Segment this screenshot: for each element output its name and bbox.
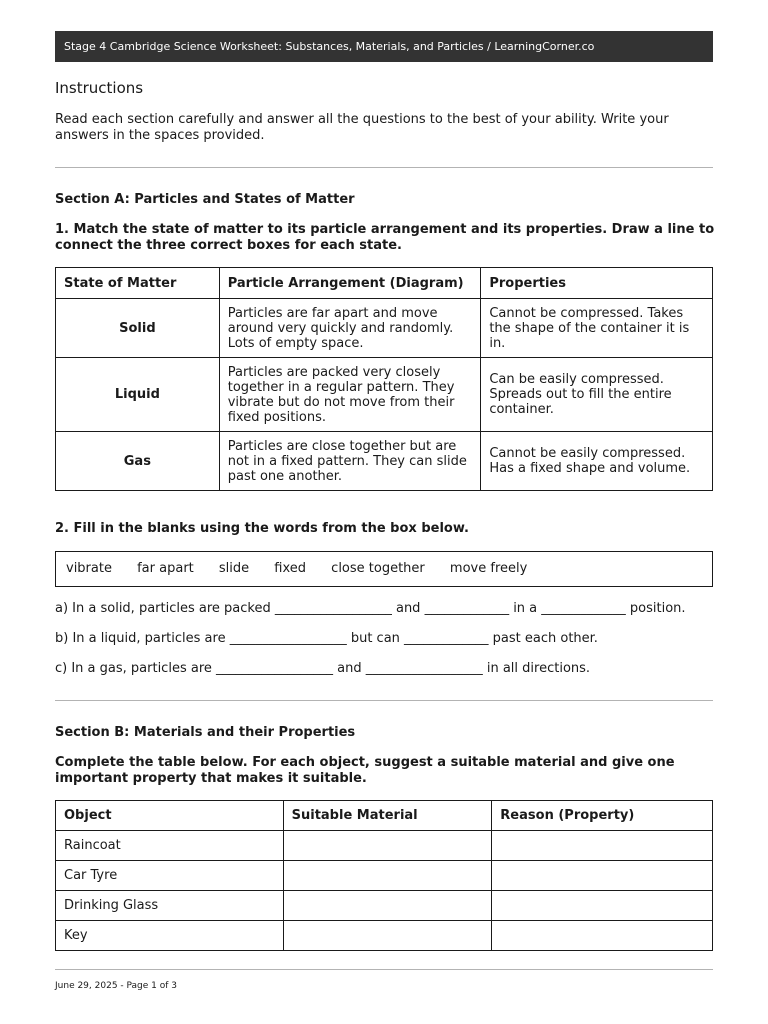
col-header: Particle Arrangement (Diagram) — [219, 268, 481, 299]
word-bank-item: move freely — [449, 561, 528, 576]
reason-answer-cell[interactable] — [492, 921, 713, 951]
word-bank — [55, 551, 713, 587]
table-row — [56, 432, 713, 491]
properties-cell[interactable]: Can be easily compressed. Spreads out to fill the entire container. — [481, 358, 713, 432]
state-cell[interactable]: Solid — [56, 299, 220, 358]
arrangement-cell[interactable]: Particles are close together but are not in a fixed pattern. They can slide past one another. — [219, 432, 481, 491]
properties-cell[interactable]: Cannot be compressed. Takes the shape of the container it is in. — [481, 299, 713, 358]
arrangement-cell[interactable]: Particles are packed very closely together in a regular pattern. They vibrate but do not move from their fixed positions. — [219, 358, 481, 432]
word-bank-item: slide — [218, 561, 250, 576]
state-cell[interactable]: Liquid — [56, 358, 220, 432]
fill-blank-a[interactable]: a) In a solid, particles are packed __________________ and _____________ in a _____________ position. — [55, 601, 686, 616]
materials-table-header — [56, 801, 713, 831]
fill-blank-b[interactable]: b) In a liquid, particles are __________________ but can _____________ past each other. — [55, 631, 598, 646]
divider — [55, 167, 713, 168]
materials-table — [55, 800, 713, 951]
word-bank-item: close together — [331, 561, 425, 576]
material-answer-cell[interactable] — [283, 861, 492, 891]
table-row — [56, 921, 713, 951]
question-1: 1. Match the state of matter to its particle arrangement and its properties. Draw a line to connect the three correct boxes for each state. — [55, 222, 715, 253]
states-table — [55, 267, 713, 491]
instructions-text: Read each section carefully and answer all the questions to the best of your ability. Write your answers in the spaces provided. — [55, 112, 669, 143]
reason-answer-cell[interactable] — [492, 891, 713, 921]
page-footer: June 29, 2025 - Page 1 of 3 — [55, 981, 178, 991]
divider — [55, 700, 713, 701]
arrangement-cell[interactable]: Particles are far apart and move around very quickly and randomly. Lots of empty space. — [219, 299, 481, 358]
section-b-heading: Section B: Materials and their Properties — [55, 725, 356, 740]
object-cell: Key — [56, 921, 284, 951]
section-a-heading: Section A: Particles and States of Matter — [55, 192, 355, 207]
properties-cell[interactable]: Cannot be easily compressed. Has a fixed shape and volume. — [481, 432, 713, 491]
fill-blank-c[interactable]: c) In a gas, particles are __________________ and __________________ in all directions. — [55, 661, 591, 676]
table-row — [56, 861, 713, 891]
object-cell: Raincoat — [56, 831, 284, 861]
word-bank-item: far apart — [137, 561, 194, 576]
table-row — [56, 299, 713, 358]
divider — [55, 969, 713, 970]
page-header: Stage 4 Cambridge Science Worksheet: Substances, Materials, and Particles / LearningCorner.co — [55, 31, 713, 62]
material-answer-cell[interactable] — [283, 921, 492, 951]
word-bank-item: fixed — [274, 561, 307, 576]
col-header: State of Matter — [56, 268, 220, 299]
state-cell[interactable]: Gas — [56, 432, 220, 491]
table-row — [56, 831, 713, 861]
word-bank-item: vibrate — [66, 561, 112, 576]
material-answer-cell[interactable] — [283, 831, 492, 861]
question-2: 2. Fill in the blanks using the words from the box below. — [55, 521, 469, 536]
object-cell: Drinking Glass — [56, 891, 284, 921]
col-header: Suitable Material — [283, 801, 492, 831]
reason-answer-cell[interactable] — [492, 861, 713, 891]
col-header: Object — [56, 801, 284, 831]
instructions-heading: Instructions — [55, 79, 144, 97]
section-b-instruction: Complete the table below. For each object, suggest a suitable material and give one important property that makes it suitable. — [55, 755, 675, 786]
table-row — [56, 358, 713, 432]
table-row — [56, 891, 713, 921]
col-header: Reason (Property) — [492, 801, 713, 831]
col-header: Properties — [481, 268, 713, 299]
states-table-header — [56, 268, 713, 299]
material-answer-cell[interactable] — [283, 891, 492, 921]
reason-answer-cell[interactable] — [492, 831, 713, 861]
object-cell: Car Tyre — [56, 861, 284, 891]
